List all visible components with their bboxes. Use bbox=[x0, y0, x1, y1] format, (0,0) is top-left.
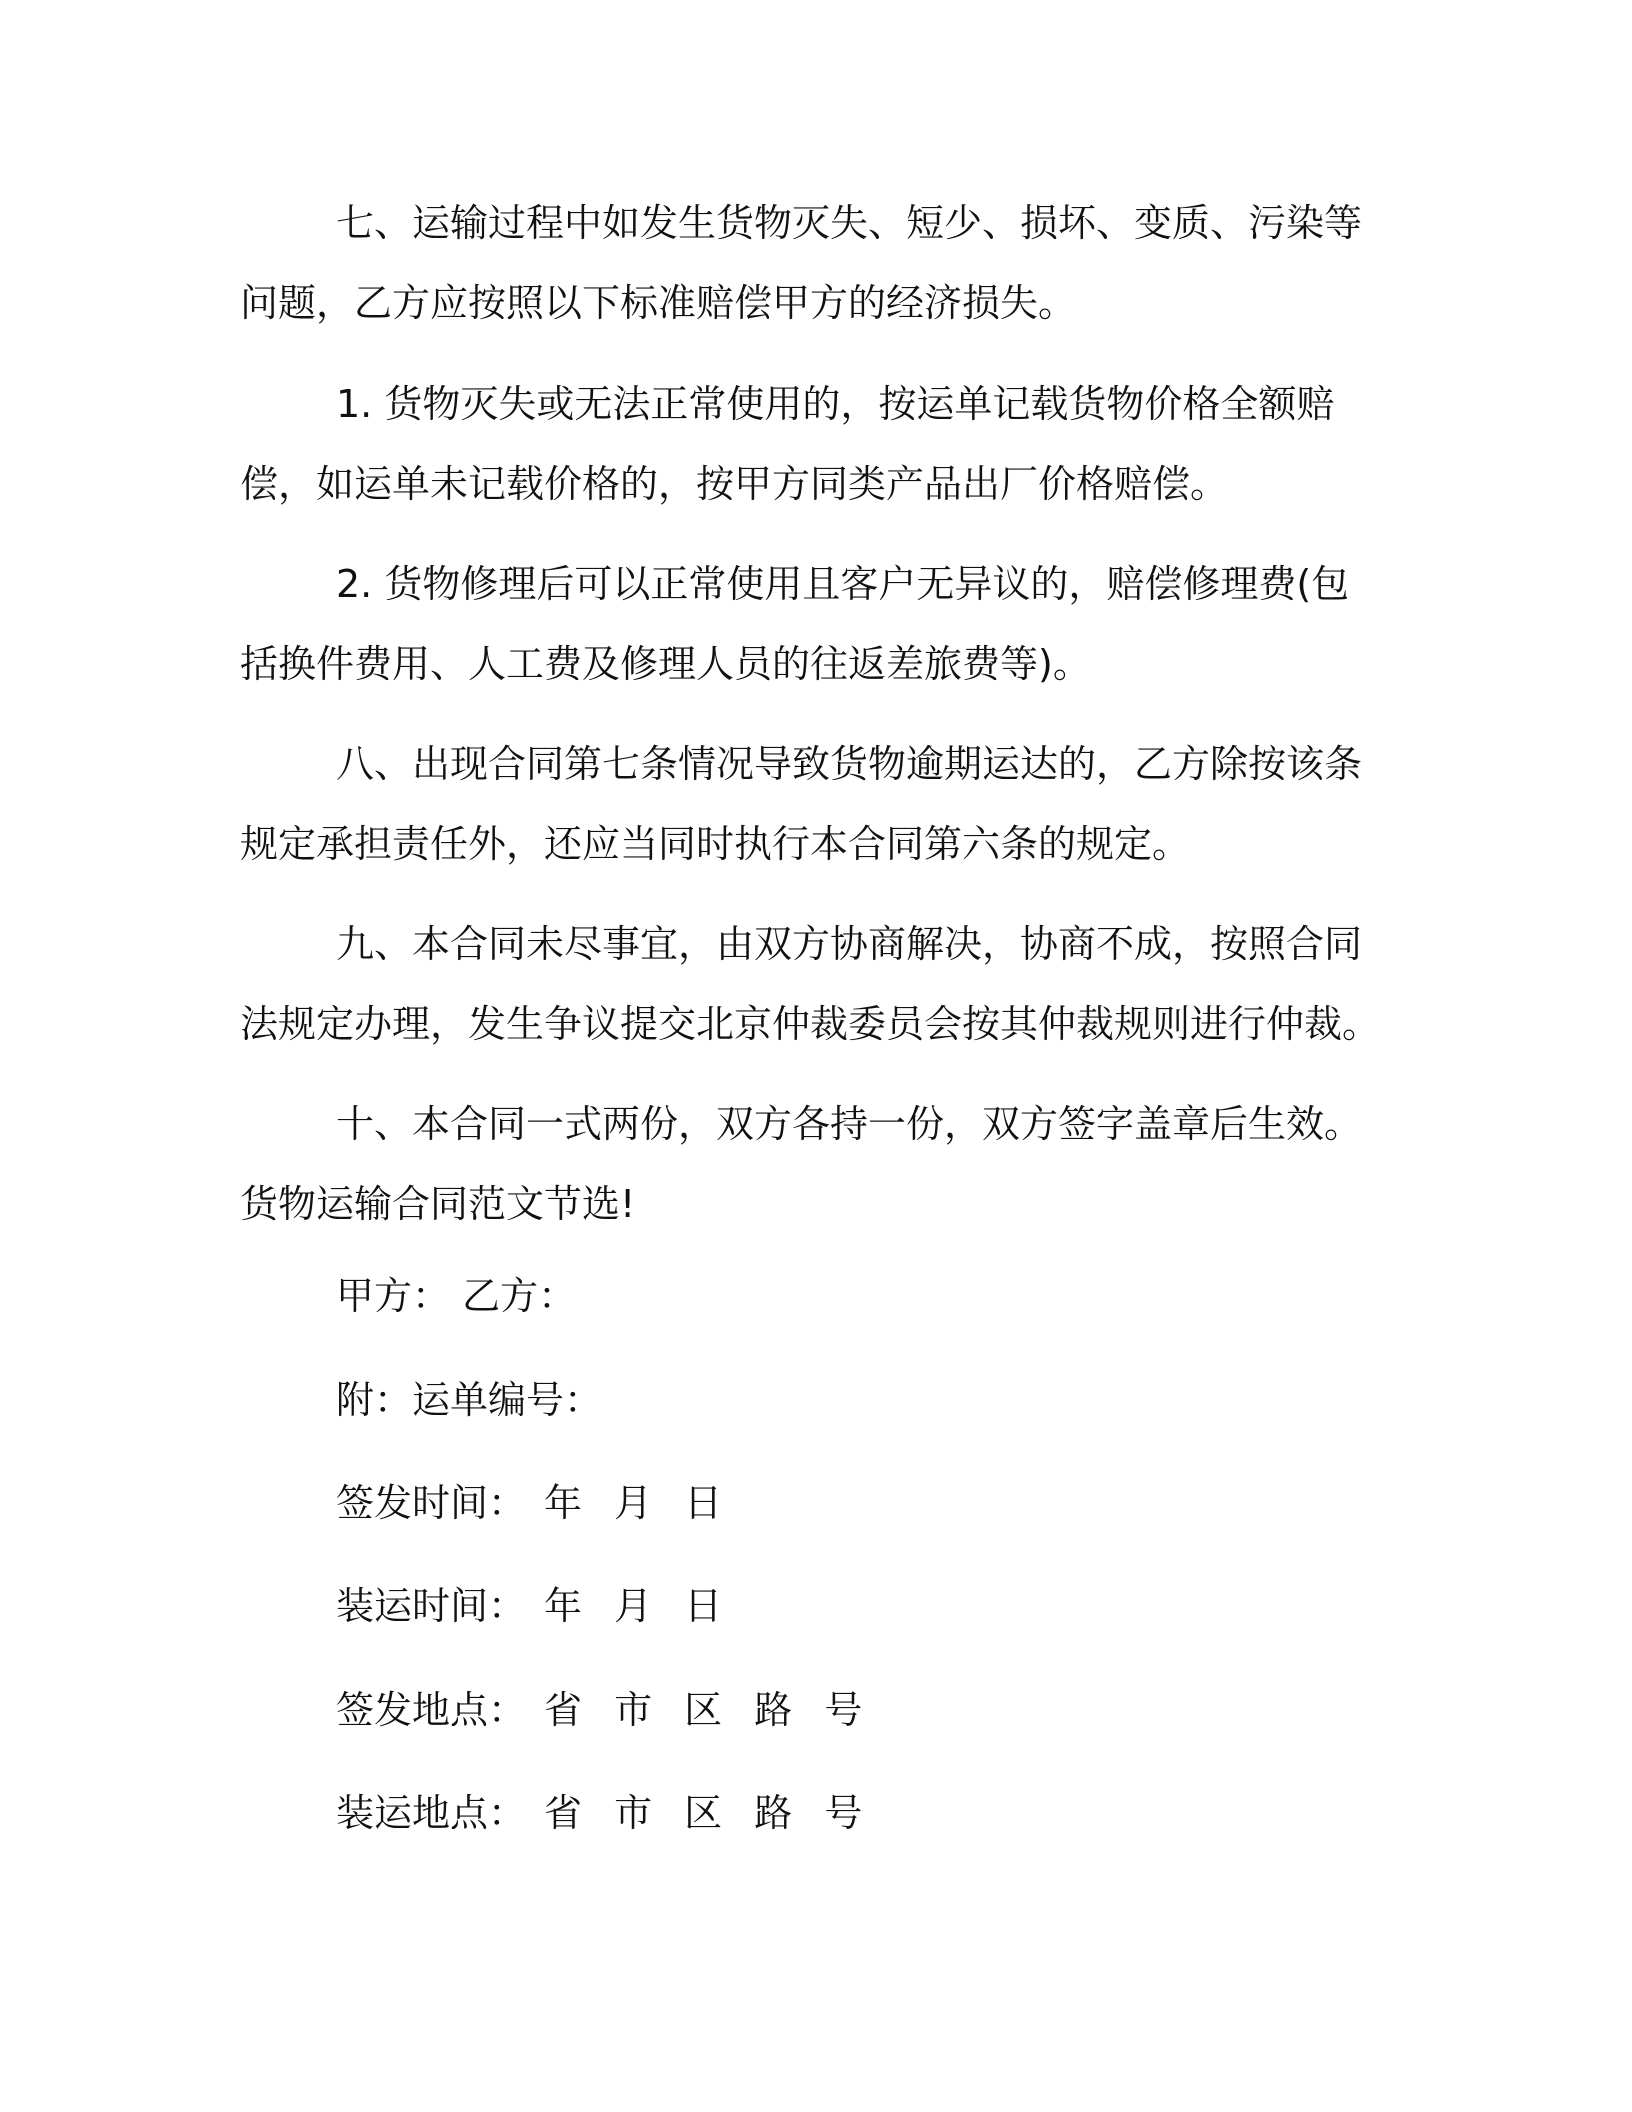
clause-7-item-1-paragraph: 1. 货物灭失或无法正常使用的，按运单记载货物价格全额赔偿，如运单未记载价格的，按甲方同类产品出厂价格赔偿。 bbox=[240, 382, 1335, 506]
clause-10-paragraph: 十、本合同一式两份，双方各持一份，双方签字盖章后生效。货物运输合同范文节选! bbox=[240, 1102, 1363, 1226]
clause-8-paragraph: 八、出现合同第七条情况导致货物逾期运达的，乙方除按该条规定承担责任外，还应当同时执行本合同第六条的规定。 bbox=[240, 742, 1363, 866]
clause-7-item-2-paragraph: 2. 货物修理后可以正常使用且客户无异议的，赔偿修理费(包括换件费用、人工费及修理人员的往返差旅费等)。 bbox=[240, 562, 1350, 686]
issue-place-field bbox=[336, 1685, 872, 1735]
issue-date-field bbox=[336, 1478, 732, 1528]
issue-place-label: 签发地点： bbox=[336, 1688, 527, 1732]
loading-date-label: 装运时间： bbox=[336, 1584, 527, 1628]
appendix-waybill-number: 附：运单编号： bbox=[336, 1378, 603, 1422]
loading-date-value: 年 月 日 bbox=[544, 1584, 733, 1628]
issue-place-value: 省 市 区 路 号 bbox=[544, 1688, 873, 1732]
loading-date-field bbox=[336, 1581, 732, 1631]
signature-line: 甲方： 乙方： bbox=[336, 1274, 577, 1318]
loading-place-value: 省 市 区 路 号 bbox=[544, 1791, 873, 1835]
loading-place-field bbox=[336, 1788, 872, 1838]
clause-7-paragraph: 七、运输过程中如发生货物灭失、短少、损坏、变质、污染等问题，乙方应按照以下标准赔偿甲方的经济损失。 bbox=[240, 201, 1363, 325]
issue-date-label: 签发时间： bbox=[336, 1481, 527, 1525]
clause-9-paragraph: 九、本合同未尽事宜，由双方协商解决，协商不成，按照合同法规定办理，发生争议提交北京仲裁委员会按其仲裁规则进行仲裁。 bbox=[240, 922, 1381, 1046]
issue-date-value: 年 月 日 bbox=[544, 1481, 733, 1525]
loading-place-label: 装运地点： bbox=[336, 1791, 527, 1835]
